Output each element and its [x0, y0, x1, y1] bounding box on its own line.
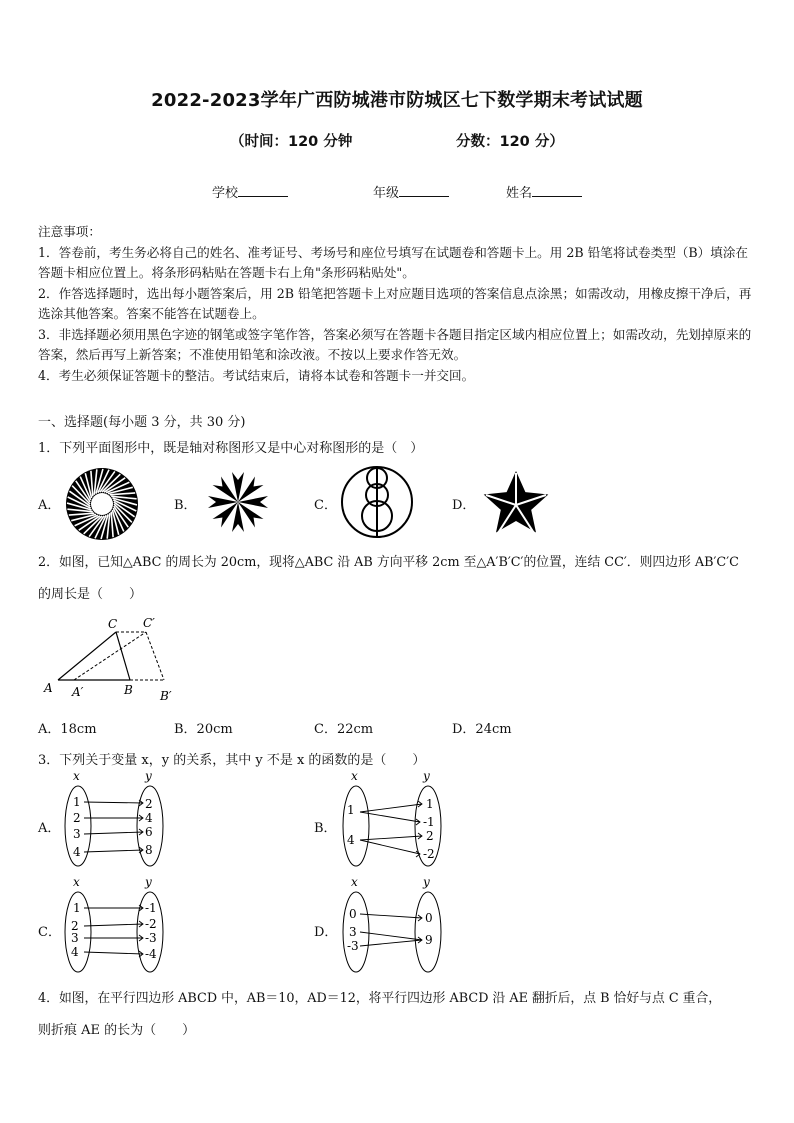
q2-option-a: A．18cm — [38, 722, 97, 737]
y-label: y — [423, 769, 430, 783]
label-a-prime: A′ — [72, 685, 84, 699]
q3-mapping-b — [336, 768, 456, 870]
q1-figure-a-spiral — [64, 466, 140, 542]
q1-label-c: C． — [314, 498, 337, 513]
x-label: x — [73, 875, 80, 889]
q2-stem-line2: 的周长是（ ） — [38, 587, 143, 602]
left-value: 4 — [73, 845, 81, 859]
right-value: -1 — [423, 815, 435, 829]
score-info: 分数：120 分） — [456, 134, 564, 150]
right-value: 6 — [145, 825, 153, 839]
name-field — [506, 182, 582, 201]
section-heading: 一、选择题(每小题 3 分，共 30 分) — [38, 415, 246, 430]
name-blank — [532, 184, 582, 197]
y-label: y — [423, 875, 430, 889]
school-field — [212, 182, 288, 201]
grade-field — [373, 182, 449, 201]
grade-blank — [399, 184, 449, 197]
name-label: 姓名 — [506, 186, 533, 201]
school-label: 学校 — [212, 186, 239, 201]
left-value: 4 — [347, 833, 355, 847]
left-value: 3 — [73, 827, 81, 841]
label-c: C — [108, 617, 118, 631]
q3-stem: 3．下列关于变量 x，y 的关系，其中 y 不是 x 的函数的是（ ） — [38, 753, 426, 768]
left-value: 1 — [347, 803, 355, 817]
right-value: 2 — [145, 797, 153, 811]
q2-triangle-figure — [38, 610, 188, 706]
x-label: x — [351, 875, 358, 889]
q1-figure-c-circles — [340, 465, 414, 539]
left-value: 4 — [71, 945, 79, 959]
q3-mapping-c — [58, 874, 178, 976]
q3-label-b: B． — [314, 821, 337, 836]
q1-label-a: A． — [38, 498, 61, 513]
left-value: 1 — [73, 795, 81, 809]
right-value: 0 — [425, 911, 433, 925]
right-value: 2 — [426, 829, 434, 843]
note-item: 2．作答选择题时，选出每小题答案后，用 2B 铅笔把答题卡上对应题目选项的答案信息点涂黑；如需改动，用橡皮擦干净后，再选涂其他答案。答案不能答在试题卷上。 — [38, 285, 752, 321]
time-info: （时间：120 分钟 — [230, 134, 353, 150]
school-blank — [238, 184, 288, 197]
right-value: 9 — [425, 933, 433, 947]
q3-label-d: D． — [314, 925, 338, 940]
right-value: -4 — [145, 947, 157, 961]
right-value: -3 — [145, 931, 157, 945]
note-item: 3．非选择题必须用黑色字迹的钢笔或签字笔作答，答案必须写在答题卡各题目指定区域内相应位置上；如需改动，先划掉原来的答案，然后再写上新答案；不准使用铅笔和涂改液。不按以上要求作答无效。 — [38, 326, 752, 362]
right-value: -2 — [423, 847, 435, 861]
left-value: -3 — [347, 939, 359, 953]
left-value: 1 — [73, 901, 81, 915]
left-value: 3 — [71, 931, 79, 945]
label-b: B — [124, 683, 133, 697]
left-value: 0 — [349, 907, 357, 921]
q4-stem-line1: 4．如图，在平行四边形 ABCD 中，AB＝10，AD＝12，将平行四边形 ABCD 沿 AE 翻折后，点 B 恰好与点 C 重合， — [38, 991, 722, 1006]
notes-heading: 注意事项： — [38, 224, 101, 239]
q1-label-d: D． — [452, 498, 476, 513]
q3-mapping-d — [336, 874, 456, 976]
q1-stem: 1．下列平面图形中，既是轴对称图形又是中心对称图形的是（ ） — [38, 441, 424, 456]
grade-label: 年级 — [373, 186, 400, 201]
right-value: 8 — [145, 843, 153, 857]
left-value: 2 — [73, 811, 81, 825]
q4-stem-line2: 则折痕 AE 的长为（ ） — [38, 1023, 196, 1038]
right-value: -2 — [145, 917, 157, 931]
note-item: 4．考生必须保证答题卡的整洁。考试结束后，请将本试卷和答题卡一并交回。 — [38, 367, 475, 383]
right-value: 4 — [145, 811, 153, 825]
page-title: 2022-2023学年广西防城港市防城区七下数学期末考试试题 — [151, 90, 643, 111]
q3-label-c: C． — [38, 925, 61, 940]
q2-option-b: B．20cm — [174, 722, 233, 737]
q1-label-b: B． — [174, 498, 197, 513]
x-label: x — [351, 769, 358, 783]
x-label: x — [73, 769, 80, 783]
q1-figure-d-kite — [478, 467, 554, 539]
q3-label-a: A． — [38, 821, 61, 836]
y-label: y — [145, 769, 152, 783]
right-value: 1 — [426, 797, 434, 811]
label-a: A — [44, 681, 53, 695]
y-label: y — [145, 875, 152, 889]
notes-block — [38, 222, 758, 386]
note-item: 1．答卷前，考生务必将自己的姓名、准考证号、考场号和座位号填写在试题卷和答题卡上。用 2B 铅笔将试卷类型（B）填涂在答题卡相应位置上。将条形码粘贴在答题卡右上角"条形码粘贴处"。 — [38, 244, 749, 280]
left-value: 3 — [349, 925, 357, 939]
q2-option-c: C．22cm — [314, 722, 374, 737]
right-value: -1 — [145, 901, 157, 915]
q2-stem-line1: 2．如图，已知△ABC 的周长为 20cm，现将△ABC 沿 AB 方向平移 2cm 至△A′B′C′的位置，连结 CC′．则四边形 AB′C′C — [38, 555, 739, 570]
label-c-prime: C′ — [143, 616, 155, 630]
q3-mapping-a — [58, 768, 178, 870]
label-b-prime: B′ — [160, 689, 172, 703]
q2-option-d: D．24cm — [452, 722, 512, 737]
q1-figure-b-star — [202, 466, 274, 538]
left-value: 2 — [71, 919, 79, 933]
